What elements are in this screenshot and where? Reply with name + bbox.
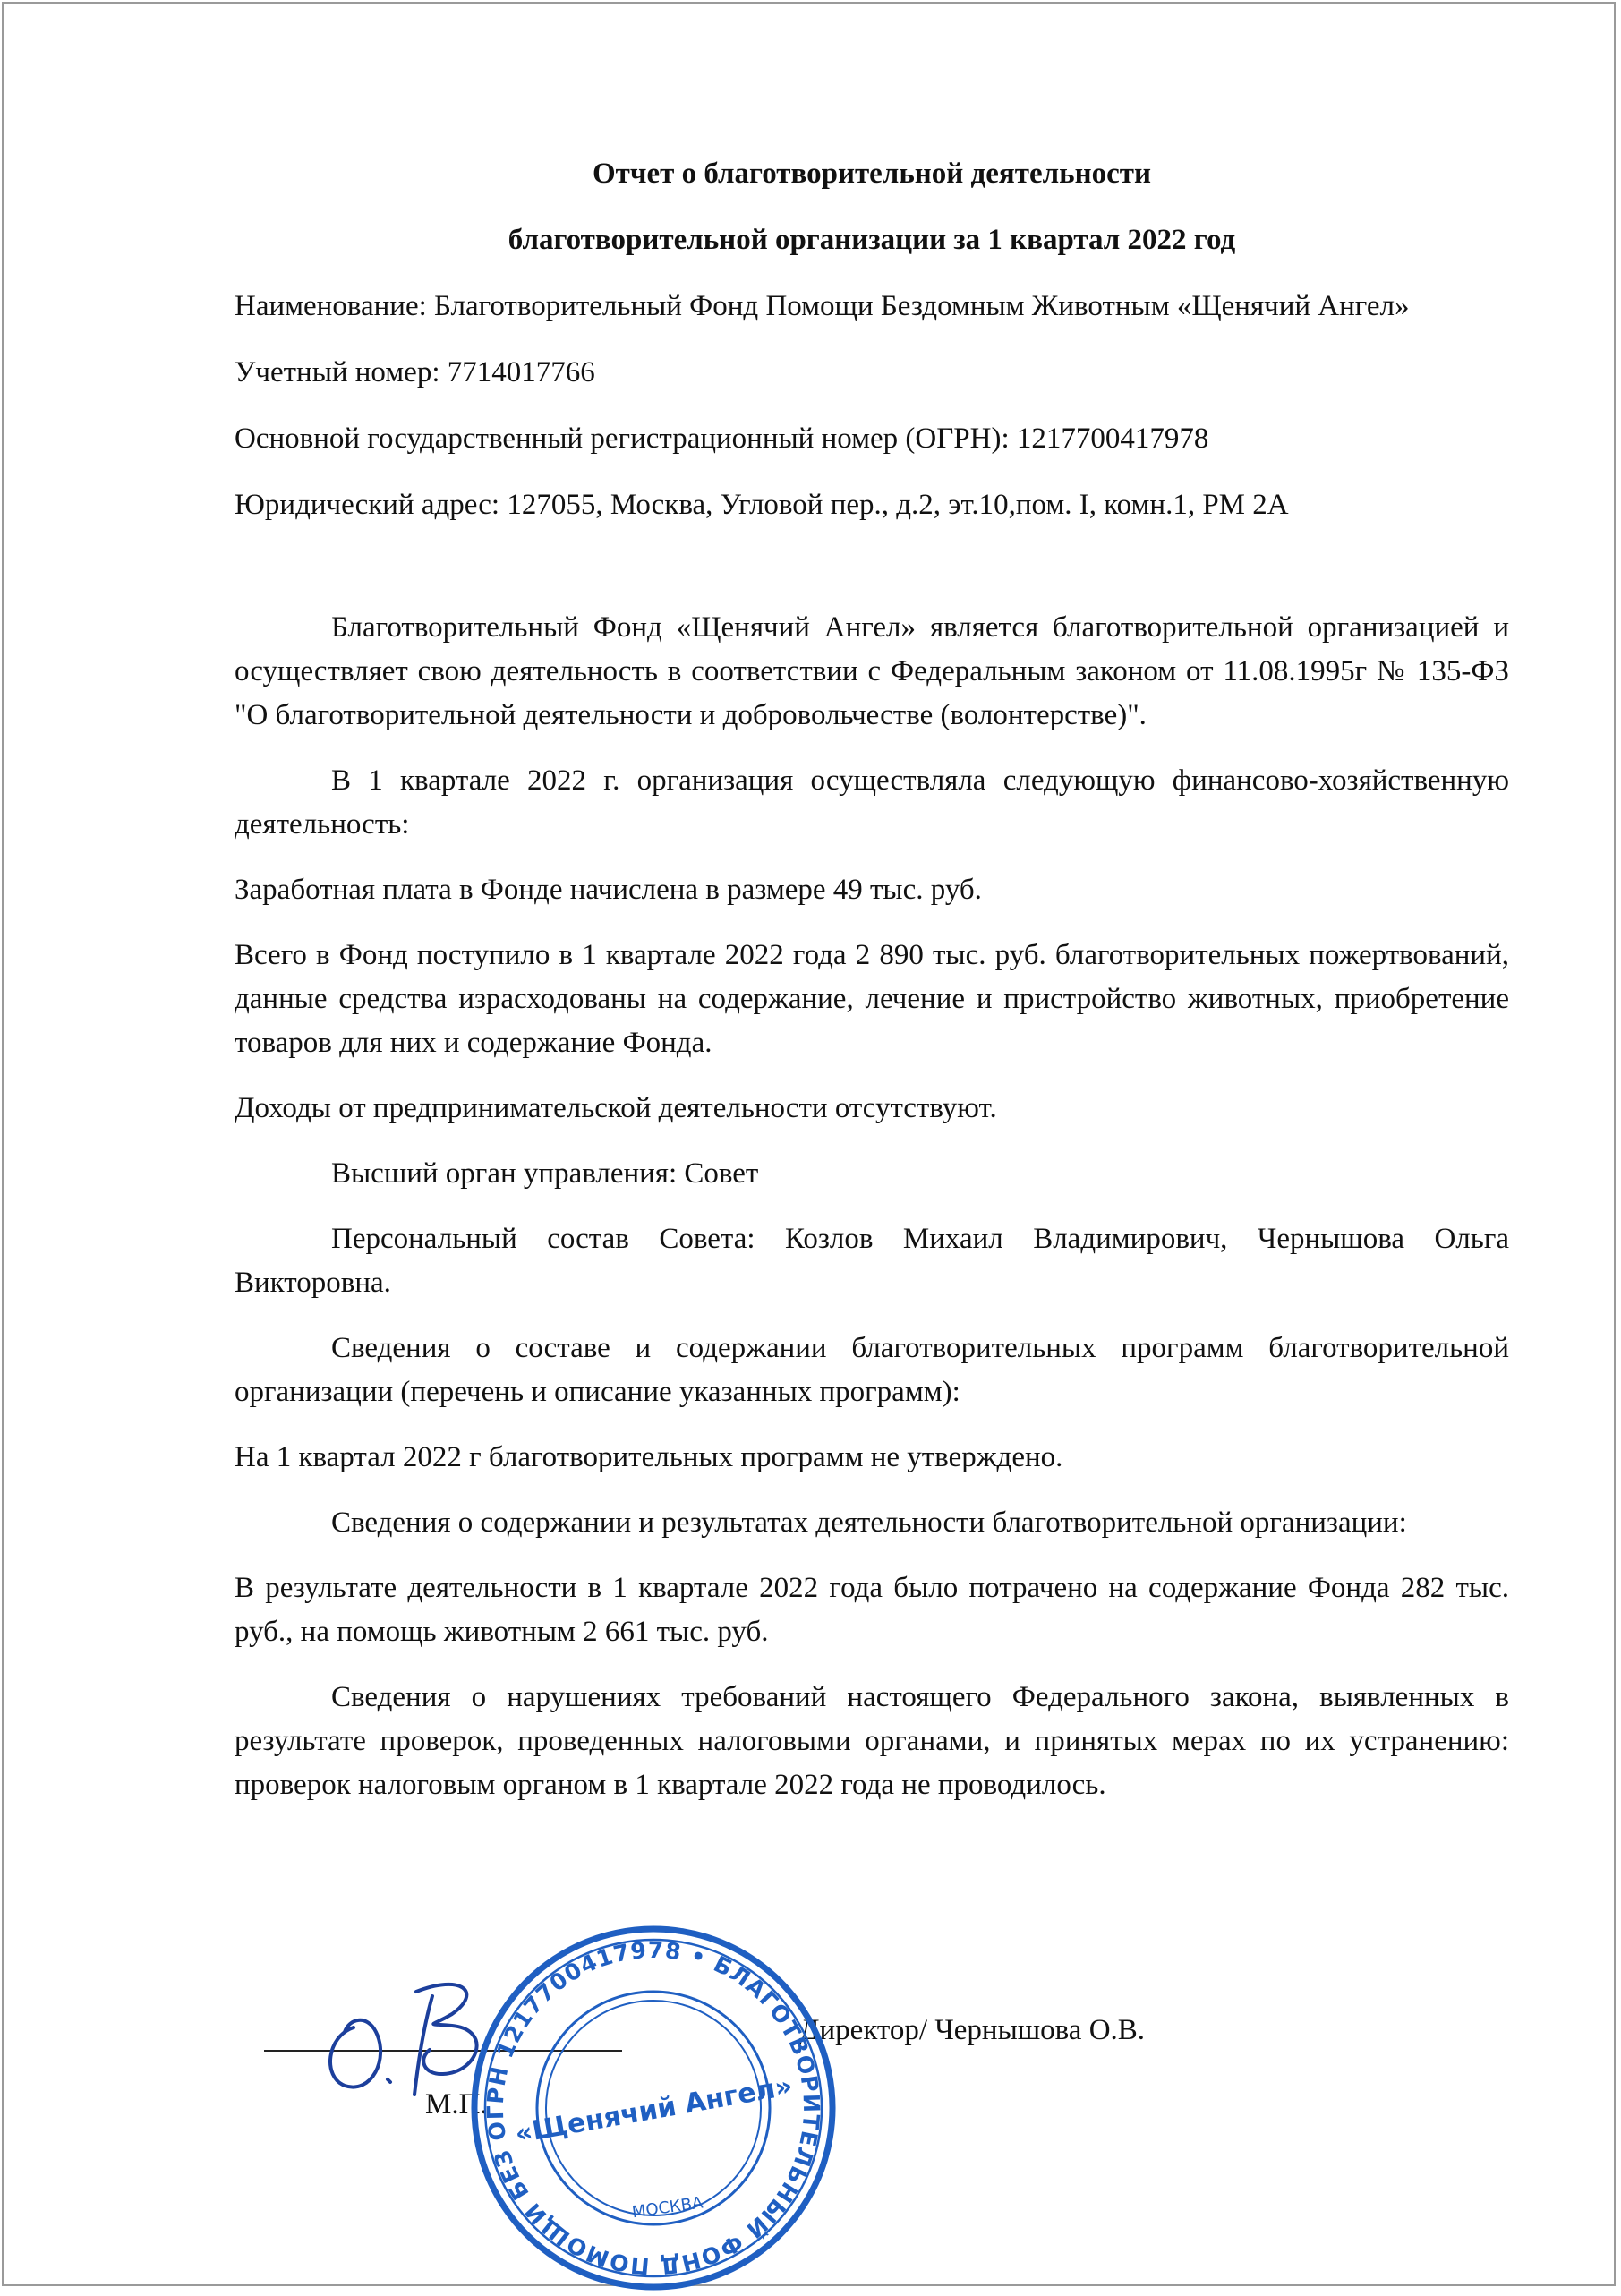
legal-address: Юридический адрес: 127055, Москва, Угловой пер., д.2, эт.10,пом. I, комн.1, РМ 2А	[235, 489, 1289, 521]
stamp-outer-text: ОГРН 1217700417978 • БЛАГОТВОРИТЕЛЬНЫЙ ФОНД ПОМОЩИ БЕЗДОМНЫМ	[482, 1936, 825, 2280]
programs-heading-paragraph: Сведения о составе и содержании благотворительных программ благотворительной организации (перечень и описание указанных программ):	[235, 1332, 1509, 1408]
salary-paragraph: Заработная плата в Фонде начислена в размере 49 тыс. руб.	[235, 874, 982, 906]
stamp-bottom-text: МОСКВА	[630, 2193, 704, 2223]
results-heading-paragraph: Сведения о содержании и результатах деятельности благотворительной организации:	[331, 1506, 1407, 1539]
business-income-paragraph: Доходы от предпринимательской деятельности отсутствуют.	[235, 1092, 997, 1124]
report-body	[235, 152, 1509, 1807]
governing-body-paragraph: Высший орган управления: Совет	[331, 1157, 759, 1190]
report-title-line-1: Отчет о благотворительной деятельности	[593, 158, 1151, 190]
document-page	[2, 2, 1616, 2286]
activity-intro-paragraph: В 1 квартале 2022 г. организация осуществляла следующую финансово-хозяйственную деятельность:	[235, 764, 1509, 841]
programs-paragraph: На 1 квартал 2022 г благотворительных программ не утверждено.	[235, 1441, 1063, 1473]
report-title-line-2: благотворительной организации за 1 квартал 2022 год	[508, 224, 1236, 256]
director-caption: Директор/ Чернышова О.В.	[799, 2014, 1146, 2046]
account-number: Учетный номер: 7714017766	[235, 356, 595, 388]
stamp-center-text: «Щенячий Ангел»	[512, 2070, 796, 2150]
intro-paragraph: Благотворительный Фонд «Щенячий Ангел» является благотворительной организацией и осуществляет свою деятельность в соответствии с Федеральным законом от 11.08.1995г № 135-ФЗ "О благотворительной деятельности и добровольчестве (волонтерстве)".	[235, 611, 1509, 731]
results-paragraph: В результате деятельности в 1 квартале 2022 года было потрачено на содержание Фонда 282 тыс. руб., на помощь животным 2 661 тыс. руб.	[235, 1572, 1509, 1648]
seal-place-label: М.П.	[425, 2088, 488, 2121]
donations-paragraph: Всего в Фонд поступило в 1 квартале 2022 года 2 890 тыс. руб. благотворительных пожертвований, данные средства израсходованы на содержание, лечение и пристройство животных, приобретение товаров для них и содержание Фонда.	[235, 939, 1509, 1059]
ogrn-number: Основной государственный регистрационный номер (ОГРН): 1217700417978	[235, 422, 1209, 455]
violations-paragraph: Сведения о нарушениях требований настоящего Федерального закона, выявленных в результате проверок, проведенных налоговыми органами, и принятых мерах по их устранению: проверок налоговым органом в 1 квартале 2022 года не проводилось.	[235, 1681, 1509, 1801]
organization-name: Наименование: Благотворительный Фонд Помощи Бездомным Животным «Щенячий Ангел»	[235, 290, 1410, 322]
council-paragraph: Персональный состав Совета: Козлов Михаил Владимирович, Чернышова Ольга Викторовна.	[235, 1223, 1509, 1299]
